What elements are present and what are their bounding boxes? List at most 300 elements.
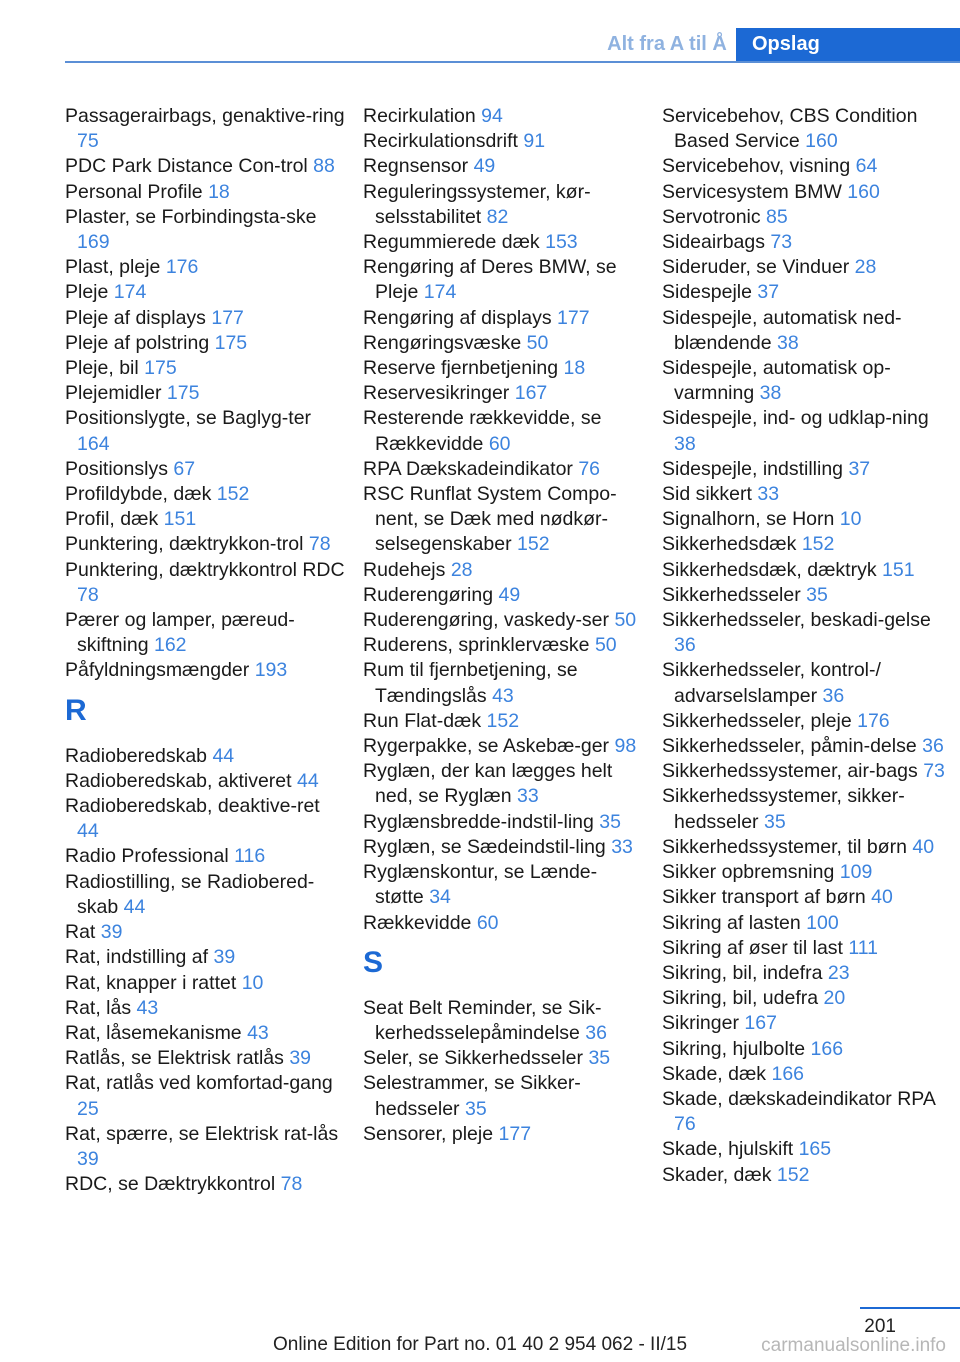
index-entry-text: Reservesikringer	[363, 382, 510, 405]
index-entry	[662, 986, 952, 1011]
index-entry	[662, 280, 952, 305]
index-entry	[363, 180, 643, 230]
index-entry-text: Punktering, dæktrykkon-trol	[65, 533, 304, 556]
index-entry	[662, 1011, 952, 1036]
page-link[interactable]: 94	[481, 105, 503, 127]
index-entry-text: Rat, knapper i rattet	[65, 971, 237, 994]
page-link[interactable]: 162	[153, 634, 187, 657]
index-entry	[65, 255, 345, 280]
index-entry-text: Radio Professional	[65, 845, 229, 868]
page-link[interactable]: 38	[759, 382, 782, 405]
index-entry	[65, 406, 345, 456]
index-entry	[662, 205, 952, 230]
index-entry-text: Rat, spærre, se Elektrisk rat-lås	[65, 1122, 339, 1145]
page-link[interactable]: 160	[847, 180, 880, 203]
index-entry-text: Sikker opbremsning	[662, 861, 835, 884]
index-entry	[65, 381, 345, 406]
page-link[interactable]: 39	[77, 1147, 99, 1170]
index-entry-text: Rat, lås	[65, 996, 132, 1019]
page-link[interactable]: 36	[822, 684, 845, 707]
index-entry	[363, 104, 643, 129]
index-entry	[662, 532, 952, 557]
index-entry	[363, 482, 643, 558]
page-link[interactable]: 193	[254, 659, 288, 682]
index-entry-text: RSC Runflat System Compo-nent, se Dæk med nødkør-selsegenskaber	[363, 483, 617, 556]
index-entry-text: Rengøringsvæske	[363, 331, 522, 354]
index-entry-text: Ruderens, sprinklervæske	[363, 634, 590, 657]
page-link[interactable]: 164	[77, 432, 110, 455]
page-link[interactable]: 40	[912, 835, 935, 858]
index-entry	[65, 154, 345, 179]
index-entry-text: Rat	[65, 921, 96, 944]
page-link[interactable]: 98	[614, 735, 637, 758]
index-entry	[65, 971, 345, 996]
page-link[interactable]: 174	[113, 281, 147, 304]
page-link[interactable]: 49	[473, 155, 496, 178]
index-entry-text: Rygerpakke, se Askebæ-ger	[363, 735, 610, 758]
index-entry	[363, 230, 643, 255]
page-number: 201	[864, 1316, 896, 1337]
page-link[interactable]: 175	[144, 357, 177, 380]
index-entry-text: Plast, pleje	[65, 256, 161, 279]
index-entry-text: Personal Profile	[65, 180, 203, 203]
page-link[interactable]: 10	[839, 508, 862, 531]
index-entry-text: Servicebehov, visning	[662, 155, 851, 178]
index-entry-text: Skade, dæk	[662, 1062, 767, 1085]
index-entry	[65, 507, 345, 532]
page-link[interactable]: 177	[498, 1122, 532, 1145]
index-entry-text: RPA Dækskadeindikator	[363, 457, 573, 480]
index-entry	[65, 1071, 345, 1121]
index-entry	[662, 104, 952, 154]
index-entry	[662, 1087, 952, 1137]
page-link[interactable]: 39	[100, 921, 123, 944]
index-entry	[662, 784, 952, 834]
index-column-3	[662, 104, 952, 1188]
page-link[interactable]: 25	[77, 1097, 99, 1120]
index-entry	[363, 558, 643, 583]
index-entry-text: Selestrammer, se Sikker-hedsseler	[363, 1072, 581, 1120]
index-entry-text: PDC Park Distance Con-trol	[65, 155, 308, 178]
index-entry-text: Radioberedskab	[65, 744, 208, 767]
index-entry-text: Plejemidler	[65, 382, 162, 405]
index-entry	[662, 583, 952, 608]
page-link[interactable]: 67	[173, 457, 196, 480]
index-entry-text: Rat, indstilling af	[65, 946, 209, 969]
index-entry-text: Sikring af øser til last	[662, 936, 843, 959]
edition-note: Online Edition for Part no. 01 40 2 954 062 - II/15	[272, 1334, 688, 1355]
page-link[interactable]: 28	[854, 256, 877, 279]
index-entry	[662, 482, 952, 507]
page-link[interactable]: 18	[563, 357, 586, 380]
index-entry	[65, 744, 345, 769]
page-link[interactable]: 38	[777, 331, 799, 354]
index-entry-text: Radiostilling, se Radiobered-skab	[65, 870, 315, 918]
page-link[interactable]: 176	[165, 256, 199, 279]
index-entry-text: Rat, ratlås ved komfortad-gang	[65, 1072, 333, 1095]
index-entry-text: Sikring, hjulbolte	[662, 1037, 806, 1060]
page-link[interactable]: 43	[136, 996, 159, 1019]
page-link[interactable]: 152	[517, 533, 550, 556]
index-entry-text: Signalhorn, se Horn	[662, 508, 835, 531]
index-entry-text: Sideairbags	[662, 231, 765, 254]
index-entry-text: Skader, dæk	[662, 1163, 772, 1186]
page-link[interactable]: 151	[882, 558, 915, 581]
index-entry-text: Reguleringssystemer, kør-selsstabilitet	[363, 180, 591, 228]
page-header	[0, 28, 960, 62]
page-link[interactable]: 88	[313, 155, 335, 178]
index-entry	[363, 255, 643, 305]
index-entry-text: Sikring, bil, udefra	[662, 987, 819, 1010]
index-entry	[662, 457, 952, 482]
index-entry-text: Positionslys	[65, 457, 168, 480]
index-entry	[65, 996, 345, 1021]
page-link[interactable]: 153	[545, 231, 578, 254]
index-entry-text: Ruderengøring, vaskedy-ser	[363, 609, 610, 632]
page-link[interactable]: 85	[766, 205, 788, 228]
index-entry	[363, 608, 643, 633]
index-entry	[363, 583, 643, 608]
page-link[interactable]: 177	[557, 306, 590, 329]
index-entry	[662, 608, 952, 658]
index-entry-text: Sidespejle	[662, 281, 752, 304]
page-link[interactable]: 28	[450, 558, 473, 581]
index-entry	[363, 658, 643, 708]
page-link[interactable]: 37	[848, 457, 871, 480]
index-entry-text: Pærer og lamper, pæreud-skiftning	[65, 609, 295, 657]
index-entry	[65, 1046, 345, 1071]
page-link[interactable]: 35	[588, 1047, 611, 1070]
index-entry	[363, 810, 643, 835]
page-link[interactable]: 50	[614, 609, 637, 632]
index-entry	[65, 844, 345, 869]
index-entry	[363, 734, 643, 759]
chapter-tab: Opslag	[736, 28, 960, 63]
index-entry	[65, 104, 345, 154]
page-link[interactable]: 174	[423, 281, 457, 304]
index-entry-text: Sid sikkert	[662, 483, 752, 506]
index-entry	[363, 709, 643, 734]
index-entry-text: Sikkerhedsseler, beskadi-gelse	[662, 609, 931, 632]
index-entry	[65, 280, 345, 305]
index-entry	[65, 482, 345, 507]
index-entry	[65, 180, 345, 205]
page-link[interactable]: 43	[492, 684, 514, 707]
page-link[interactable]: 23	[827, 961, 850, 984]
index-entry-text: Recirkulation	[363, 105, 476, 127]
page-link[interactable]: 35	[763, 810, 786, 833]
page-link[interactable]: 111	[848, 936, 879, 959]
index-entry	[65, 331, 345, 356]
page-link[interactable]: 64	[855, 155, 878, 178]
index-entry	[662, 406, 952, 456]
header-rule	[65, 61, 960, 63]
page-link[interactable]: 167	[514, 382, 548, 405]
index-entry	[662, 885, 952, 910]
page-link[interactable]: 78	[77, 583, 99, 606]
index-entry-text: Reserve fjernbetjening	[363, 357, 559, 380]
index-entry-text: Positionslygte, se Baglyg-ter	[65, 407, 312, 430]
page-link[interactable]: 152	[216, 483, 250, 506]
index-entry-text: Sidespejle, ind- og udklap-ning	[662, 407, 929, 430]
index-entry-text: Sikkerhedsdæk	[662, 533, 797, 556]
index-entry	[662, 507, 952, 532]
footer-rule	[860, 1307, 960, 1309]
index-entry-text: Radioberedskab, deaktive-ret	[65, 795, 320, 818]
page-link[interactable]: 152	[776, 1163, 810, 1186]
index-entry	[65, 205, 345, 255]
index-entry	[65, 658, 345, 683]
index-entry	[65, 306, 345, 331]
index-entry-text: Sidespejle, indstilling	[662, 457, 844, 480]
index-entry-text: Seat Belt Reminder, se Sik-kerhedsselepåmindelse	[363, 996, 602, 1044]
index-entry	[662, 860, 952, 885]
index-entry	[363, 129, 643, 154]
index-entry	[662, 835, 952, 860]
page-link[interactable]: 44	[212, 744, 235, 767]
index-entry	[662, 558, 952, 583]
index-entry	[65, 945, 345, 970]
index-entry-text: Sikkerhedsseler, kontrol-/ advarselslamper	[662, 659, 881, 707]
index-entry	[363, 1122, 643, 1147]
index-entry-text: Recirkulationsdrift	[363, 130, 518, 153]
index-entry	[662, 180, 952, 205]
page-link[interactable]: 35	[806, 583, 828, 606]
index-entry-text: Pleje, bil	[65, 357, 139, 380]
index-entry-text: Rudehejs	[363, 558, 446, 581]
index-entry-text: Skade, dækskadeindikator RPA	[662, 1087, 935, 1110]
watermark: carmanualsonline.info	[761, 1335, 946, 1356]
page-link[interactable]: 39	[213, 946, 236, 969]
index-entry	[65, 457, 345, 482]
index-entry	[65, 920, 345, 945]
index-entry-text: Sikring af lasten	[662, 911, 801, 934]
index-entry-text: Ratlås, se Elektrisk ratlås	[65, 1047, 284, 1070]
index-entry-text: Sikkerhedsseler, påmin-delse	[662, 735, 917, 758]
index-entry-text: Seler, se Sikkerhedsseler	[363, 1047, 584, 1070]
index-entry-text: Rengøring af Deres BMW, se Pleje	[363, 256, 617, 304]
page-link[interactable]: 43	[247, 1021, 269, 1044]
index-entry	[65, 356, 345, 381]
page-link[interactable]: 76	[674, 1113, 696, 1136]
index-entry-text: Sideruder, se Vinduer	[662, 256, 850, 279]
page-link[interactable]: 35	[599, 810, 621, 833]
page-link[interactable]: 151	[163, 508, 197, 531]
index-entry	[363, 860, 643, 910]
index-entry	[662, 154, 952, 179]
index-entry-text: Sensorer, pleje	[363, 1122, 494, 1145]
index-entry	[65, 608, 345, 658]
index-entry-text: Ryglæn, der kan lægges helt ned, se Ryglæn	[363, 760, 613, 808]
index-entry-text: Sikring, bil, indefra	[662, 961, 823, 984]
index-entry	[363, 633, 643, 658]
index-entry-text: Regnsensor	[363, 155, 469, 178]
page-link[interactable]: 18	[208, 180, 230, 203]
index-entry-text: Rat, låsemekanisme	[65, 1021, 242, 1044]
index-entry	[662, 1137, 952, 1162]
page-link[interactable]: 166	[771, 1062, 805, 1085]
index-column-2	[363, 104, 643, 1147]
index-entry	[363, 381, 643, 406]
index-entry	[363, 331, 643, 356]
index-entry	[65, 1172, 345, 1197]
page-link[interactable]: 37	[757, 281, 780, 304]
index-entry-text: Pleje	[65, 281, 109, 304]
index-entry	[363, 1046, 643, 1071]
index-entry-text: Rum til fjernbetjening, se Tændingslås	[363, 659, 578, 707]
page-link[interactable]: 20	[823, 987, 846, 1010]
index-entry-text: Servotronic	[662, 205, 761, 228]
index-entry	[662, 306, 952, 356]
index-entry	[662, 1062, 952, 1087]
page-link[interactable]: 176	[857, 709, 890, 732]
index-entry	[662, 759, 952, 784]
index-entry	[65, 794, 345, 844]
index-entry-text: Ruderengøring	[363, 583, 494, 606]
page-link[interactable]: 165	[798, 1138, 832, 1161]
index-entry	[65, 1021, 345, 1046]
page-link[interactable]: 60	[476, 911, 499, 934]
index-letter-heading: S	[363, 945, 384, 979]
page-link[interactable]: 167	[744, 1012, 777, 1035]
page-link[interactable]: 109	[839, 861, 873, 884]
index-entry	[662, 936, 952, 961]
index-entry-text: Resterende rækkevidde, se Rækkevidde	[363, 407, 602, 455]
index-entry-text: Servicesystem BMW	[662, 180, 842, 203]
page-link[interactable]: 73	[770, 231, 793, 254]
index-entry-text: Sikker transport af børn	[662, 886, 866, 909]
index-entry	[363, 911, 643, 936]
page-link[interactable]: 76	[578, 457, 601, 480]
index-entry	[65, 769, 345, 794]
index-entry-text: Radioberedskab, aktiveret	[65, 769, 292, 792]
index-entry-text: Sikkerhedsseler	[662, 583, 801, 606]
index-entry	[662, 911, 952, 936]
index-entry-text: Sidespejle, automatisk ned-blændende	[662, 306, 902, 354]
page-link[interactable]: 33	[757, 483, 780, 506]
index-entry	[662, 1163, 952, 1188]
index-entry	[363, 306, 643, 331]
index-entry	[363, 356, 643, 381]
page-link[interactable]: 50	[594, 634, 617, 657]
index-letter-heading: R	[65, 693, 87, 727]
index-entry-text: Rengøring af displays	[363, 306, 552, 329]
index-entry-text: Rækkevidde	[363, 911, 472, 934]
index-entry-text: Påfyldningsmængder	[65, 659, 250, 682]
index-entry	[662, 230, 952, 255]
index-entry	[662, 255, 952, 280]
index-entry-text: Punktering, dæktrykkontrol RDC	[65, 558, 345, 581]
page-link[interactable]: 38	[674, 432, 696, 455]
index-entry	[363, 154, 643, 179]
index-entry-text: Sidespejle, automatisk op-varmning	[662, 357, 891, 405]
index-entry-text: Profildybde, dæk	[65, 483, 212, 506]
index-entry	[662, 356, 952, 406]
index-entry-text: Skade, hjulskift	[662, 1138, 794, 1161]
index-entry	[662, 1037, 952, 1062]
page-link[interactable]: 175	[214, 331, 248, 354]
index-entry-text: Sikkerhedssystemer, til børn	[662, 835, 907, 858]
page-link[interactable]: 116	[234, 845, 266, 868]
page-link[interactable]: 44	[77, 820, 99, 843]
page-link[interactable]: 50	[526, 331, 549, 354]
index-entry-text: Ryglæn, se Sædeindstil-ling	[363, 835, 606, 858]
page-link[interactable]: 36	[674, 634, 696, 657]
index-entry-text: Pleje af displays	[65, 306, 206, 329]
index-entry	[65, 870, 345, 920]
page-link[interactable]: 33	[611, 835, 633, 858]
index-entry	[662, 709, 952, 734]
page-link[interactable]: 44	[123, 895, 146, 918]
page-link[interactable]: 91	[523, 130, 546, 153]
page-link[interactable]: 40	[871, 886, 893, 909]
index-entry	[363, 406, 643, 456]
page-link[interactable]: 169	[77, 231, 110, 254]
page-link[interactable]: 33	[517, 785, 539, 808]
index-entry-text: Sikkerhedsdæk, dæktryk	[662, 558, 877, 581]
page-link[interactable]: 35	[464, 1097, 487, 1120]
index-entry	[662, 734, 952, 759]
index-entry	[363, 759, 643, 809]
page-link[interactable]: 177	[211, 306, 244, 329]
index-entry	[65, 1122, 345, 1172]
index-entry-text: Passagerairbags, genaktive-ring	[65, 105, 345, 127]
index-entry	[363, 996, 643, 1046]
index-entry-text: Pleje af polstring	[65, 331, 210, 354]
page-link[interactable]: 78	[308, 533, 331, 556]
index-entry-text: RDC, se Dæktrykkontrol	[65, 1173, 276, 1196]
page-link[interactable]: 166	[810, 1037, 844, 1060]
page-link[interactable]: 160	[805, 130, 838, 153]
index-entry	[363, 457, 643, 482]
page-link[interactable]: 75	[77, 130, 99, 153]
page-link[interactable]: 44	[296, 769, 319, 792]
page-link[interactable]: 10	[241, 971, 264, 994]
page-link[interactable]: 34	[429, 886, 451, 909]
page-link[interactable]: 73	[923, 760, 945, 783]
page-link[interactable]: 100	[806, 911, 839, 934]
index-entry	[65, 532, 345, 557]
index-entry	[65, 558, 345, 608]
page-link[interactable]: 36	[585, 1021, 607, 1044]
page-link[interactable]: 36	[922, 735, 944, 758]
page-link[interactable]: 49	[498, 583, 521, 606]
page-link[interactable]: 152	[801, 533, 835, 556]
index-entry-text: Sikkerhedssystemer, air-bags	[662, 760, 918, 783]
index-entry	[363, 835, 643, 860]
index-entry-text: Profil, dæk	[65, 508, 159, 531]
index-entry-text: Sikkerhedsseler, pleje	[662, 709, 852, 732]
page-link[interactable]: 60	[488, 432, 511, 455]
section-title: Alt fra A til Å	[607, 33, 727, 55]
index-entry-text: Ryglænskontur, se Lænde-støtte	[363, 861, 598, 909]
index-entry-text: Sikkerhedssystemer, sikker-hedsseler	[662, 785, 905, 833]
index-entry	[662, 658, 952, 708]
page-link[interactable]: 152	[486, 709, 520, 732]
index-entry-text: Run Flat-dæk	[363, 709, 482, 732]
page-link[interactable]: 78	[280, 1173, 303, 1196]
page-link[interactable]: 175	[166, 382, 200, 405]
page-link[interactable]: 39	[289, 1047, 312, 1070]
index-entry	[662, 961, 952, 986]
index-column-1	[65, 104, 345, 1197]
page-link[interactable]: 82	[486, 205, 509, 228]
index-entry-text: Sikringer	[662, 1012, 739, 1035]
index-entry-text: Regummierede dæk	[363, 231, 540, 254]
index-entry-text: Ryglænsbredde-indstil-ling	[363, 810, 594, 833]
index-entry-text: Plaster, se Forbindingsta-ske	[65, 205, 317, 228]
index-entry	[363, 1071, 643, 1121]
